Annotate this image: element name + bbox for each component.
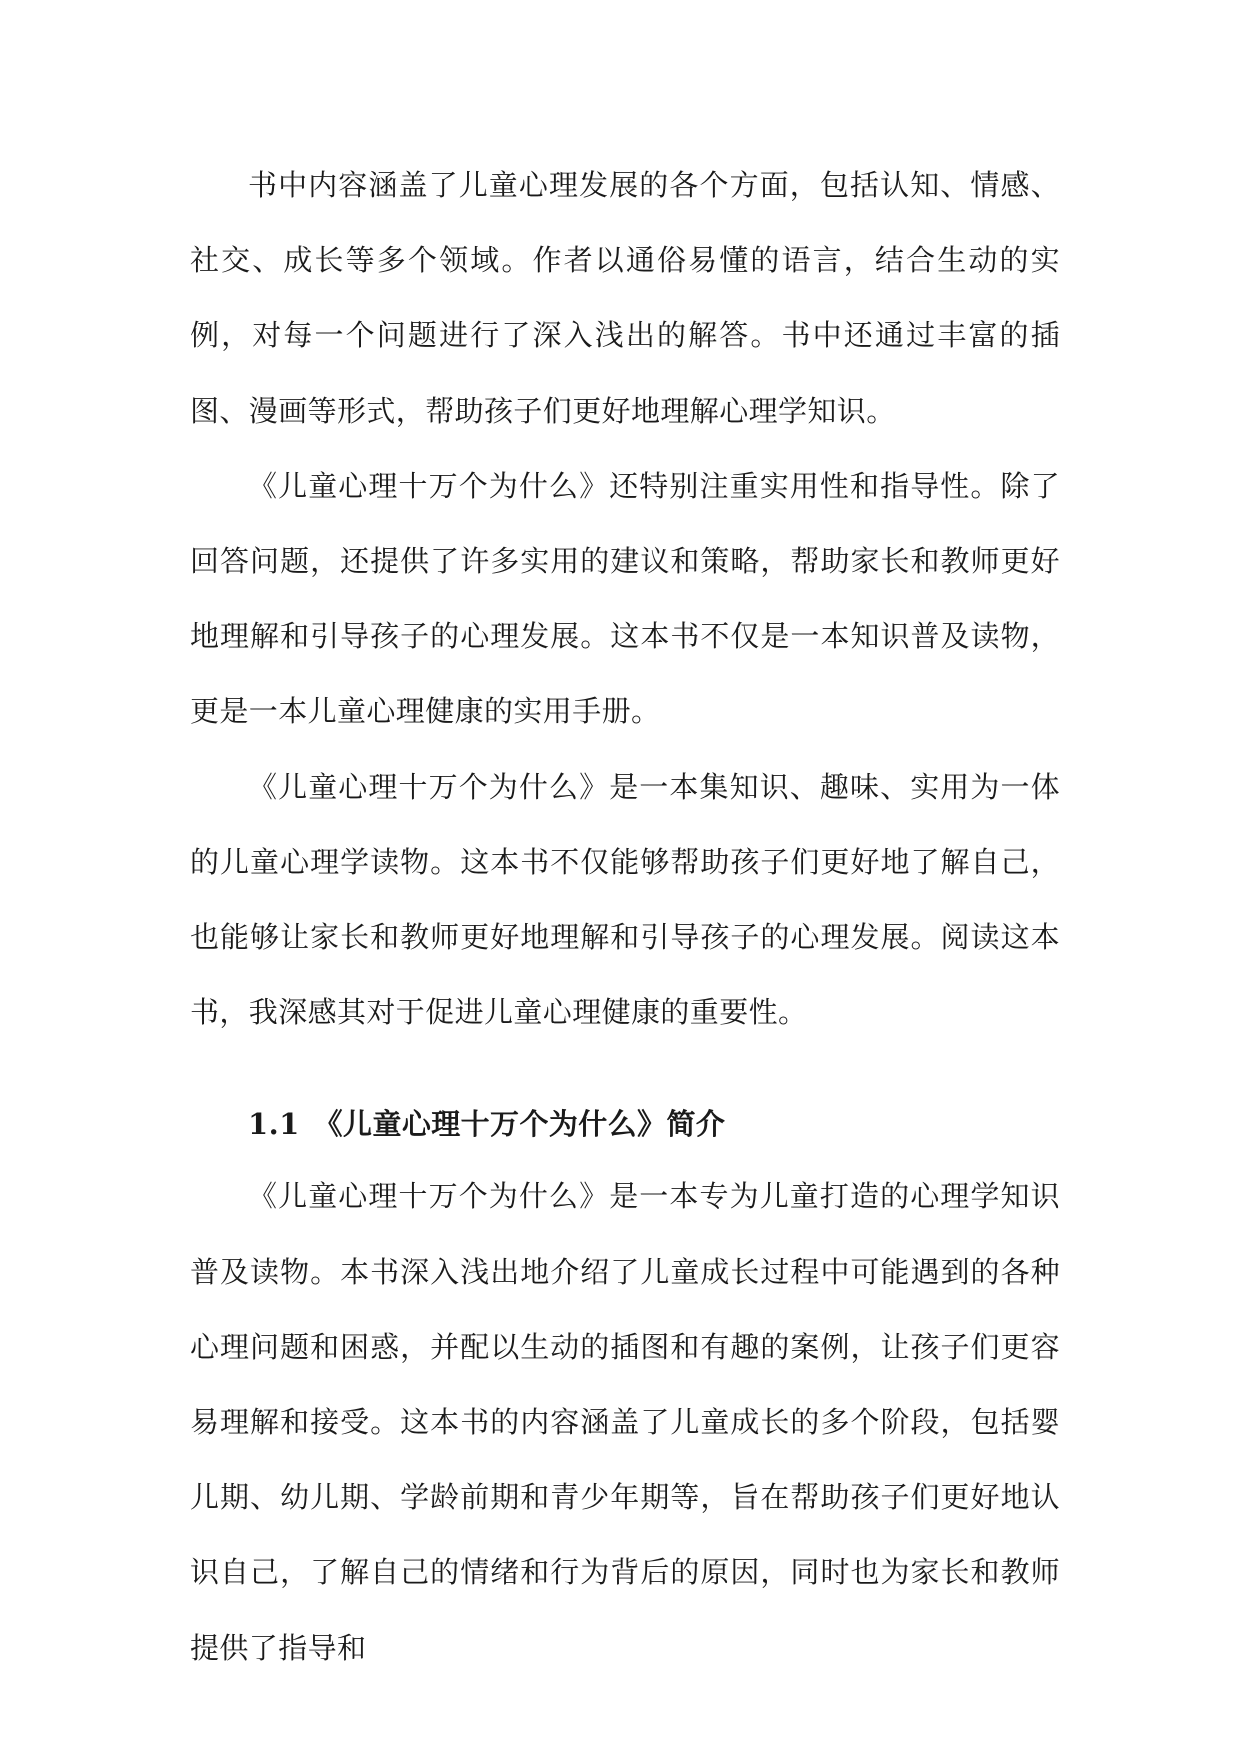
- paragraph: 《儿童心理十万个为什么》还特别注重实用性和指导性。除了回答问题，还提供了许多实用的建议和策略，帮助家长和教师更好地理解和引导孩子的心理发展。这本书不仅是一本知识普及读物，更是一本儿童心理健康的实用手册。: [190, 468, 1060, 729]
- page-content: [190, 148, 1060, 1686]
- section-title: 《儿童心理十万个为什么》简介: [313, 1107, 726, 1142]
- paragraph: 书中内容涵盖了儿童心理发展的各个方面，包括认知、情感、社交、成长等多个领域。作者以通俗易懂的语言，结合生动的实例，对每一个问题进行了深入浅出的解答。书中还通过丰富的插图、漫画等形式，帮助孩子们更好地理解心理学知识。: [190, 168, 1060, 428]
- section-number: 1.1: [248, 1107, 300, 1142]
- section-heading: [190, 1089, 1060, 1159]
- paragraph: 《儿童心理十万个为什么》是一本集知识、趣味、实用为一体的儿童心理学读物。这本书不仅能够帮助孩子们更好地了解自己，也能够让家长和教师更好地理解和引导孩子的心理发展。阅读这本书，我深感其对于促进儿童心理健康的重要性。: [190, 769, 1060, 1030]
- paragraph: 《儿童心理十万个为什么》是一本专为儿童打造的心理学知识普及读物。本书深入浅出地介绍了儿童成长过程中可能遇到的各种心理问题和困惑，并配以生动的插图和有趣的案例，让孩子们更容易理解和接受。这本书的内容涵盖了儿童成长的多个阶段，包括婴儿期、幼儿期、学龄前期和青少年期等，旨在帮助孩子们更好地认识自己，了解自己的情绪和行为背后的原因，同时也为家长和教师提供了指导和: [190, 1179, 1060, 1665]
